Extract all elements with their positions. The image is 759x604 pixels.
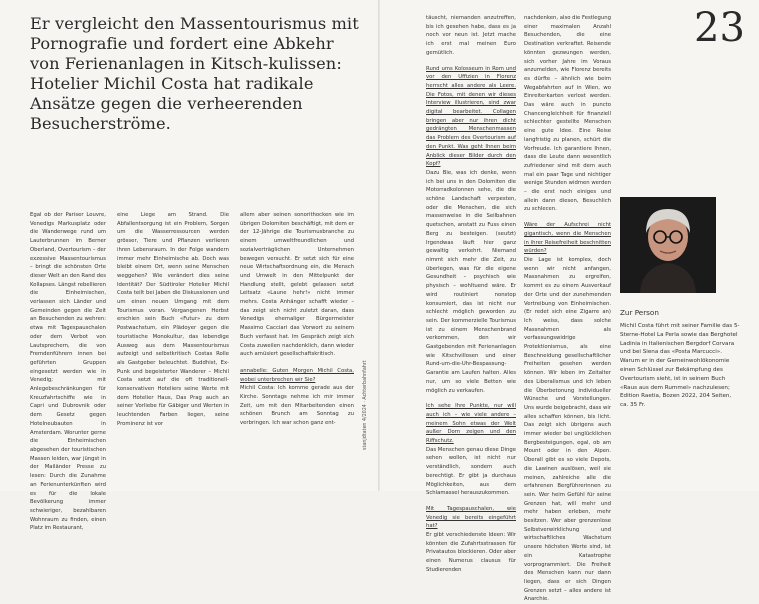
page-number: 23 bbox=[694, 5, 745, 51]
column-4-answer-2: Das Menschen genau diese Dinge sehen wollen, ist nicht nur verständlich, sondern auch berechtigt. Er gibt ja durchaus Möglichkeiten, aus dem Schlamassel herauszukommen. bbox=[426, 446, 516, 497]
spine-credit bbox=[363, 330, 369, 450]
article-headline: Er vergleicht den Massentourismus mit Pornografie und fordert eine Abkehr von Ferienanlagen in Kitsch-kulissen: Hotelier Michil Costa hat radikale Ansätze gegen die verheerenden Besucherströme. bbox=[30, 14, 359, 133]
column-5-answer-1: Die Lage ist komplex, doch wenn wir nicht anfangen, Massnahmen zu ergreifen, kommt es zu einem Ausverkauf der Orte und der zunehmenden Vertreibung von Einheimischen. (Er redet sich eine Zigarre an) Ich weiss, dass solche Massnahmen als verfassungswidrige Protektionismus, als eine Beschneidung gesellschaftlicher Freiheiten gesehen werden können. Wir leben im Zeitalter des Liberalismus und ich leben die Überbetonung individueller Wünsche und Vorstellungen. Uns wurde beigebracht, dass wir alles schaffen können, bis licht. Das zeigt sich übrigens auch immer wieder bei unglücklichen Bergbesteigungen, egal, ob am Mount oder in den Alpen. Überall gibt es so viele Depots, die Lawinen auslösen, weil sie meinen, zahlreiche alle die erfahrenen Bergführerinnen zu sein. Wer heim Gefühl für seine Grenzen hat, will mehr und mehr haben erleben, mehr besitzen. Wer aber grenzenlose Selbstverwirklichung und wirtschaftliches Wachstum unsere höchsten Werte sind, ist ein Katastrophe vorprogrammiert. Die Freiheit des Menschen kann nur dann liegen, dass er sich Dingen Grenzen setzt – alles andere ist Anarchie. bbox=[524, 256, 611, 603]
body-column-2 bbox=[117, 211, 229, 481]
column-2-text: eine Liege am Strand. Die Abfallentsorgung ist ein Problem, Sorgen um die Wasserressourcen werden grösser, Tiere und Pflanzen verlieren ihren Lebensraum. In der Folge wandern immer mehr Einheimische ab. Doch was bleibt einem Ort, wenn seine Menschen weggehen? Wie verändert dies seine Identität? Der Südtiroler Hotelier Michil Costa teilt bei Jaben die Diskussionen und um einen neuen Umgang mit dem Tourismus voran. Vergangenen Herbst erschien sein Buch «Futur» zu dem Postwachstum, ein Plädoyer gegen die touristische Monokultur, das lebendige Ausweg aus dem Massentourismus aufzeigt und selbstkritisch Costas Rolle als Gastgeber beleuchtet. Buddhist, Ex-Punk und begeisterter Wanderer – Michil Costa setzt auf die oft traditionell-konservativen Hoteliers seine Werte mit dem Hotelier Haus, Das Prag auch an seiner Vorliebe für Gäbiger und Werten in leuchtenden Farben liegen, seine Prominenz ist vor bbox=[117, 212, 229, 427]
column-4-answer-3: Er gibt verschiedenste Ideen: Wir könnten die Zufahrtsstrassen für Privatautos blockieren. Oder aber einen Numerus clausus für Studierenden bbox=[426, 532, 516, 573]
column-4-question-3: Mit Tagespauschalen, wie Venedig sie bereits eingeführt hat? bbox=[426, 505, 516, 530]
body-column-4 bbox=[426, 14, 516, 573]
body-column-1 bbox=[30, 211, 106, 532]
column-3-answer: Michil Costa: Ich komme gerade aus der Kirche. Sonntags nehme ich mir immer Zeit, um mit den Mitarbeitenden einen schönen Brunch am Sonntag zu verbringen. Ich war schon ganz ent- bbox=[240, 385, 354, 427]
spine-credit-text: stanjdtaten 4/2024 · Achterbahnfahrt bbox=[363, 360, 368, 450]
sidebar-heading: Zur Person bbox=[620, 308, 659, 317]
body-column-5 bbox=[524, 14, 611, 603]
sidebar-bio: Michil Costa führt mit seiner Familie das 5-Sterne-Hotel La Perla sowie das Berghotel Ladinia in Italienischen Bergdorf Corvara und bei Siena das «Posta Marcucci». Warum er in der Gemeinwohlökonomie einen Schlüssel zur Bekämpfung des Overtourism sieht, ist in seinem Buch «Raus aus dem Rummel» nachzulesen; Edition Raetia, Bozen 2022, 204 Seiten, ca. 35 Fr. bbox=[620, 323, 740, 409]
column-5-intro: nachdenken, also die Festlegung einer maximalen Anzahl Besuchenden, die eine Destination verkraftet. Reisende könnten gezwungen werden, sich vorher Jahre im Voraus anzumelden, wie Florenz bereits es dürfte – ähnlich wie beim Wegabfahrten auf in Wien, wo Einreiterkarten verlost werden. Das wäre auch in puncto Chancengleichheit für finanziell schlechter gestellte Menschen eine gute Idee. Eine Reise langfristig zu planen, schürt die Vorfreude. Ich garantiere Ihnen, dass die Leute dann wesentlich zufriedener sind mit dem auch mal ein paar Tage und nichtiger wenige Stunden widmen werden – die erst noch einiges und allein dann diesen, Besuchlich zu schlecen. bbox=[524, 15, 611, 213]
page-gutter bbox=[378, 0, 380, 491]
column-4-question-2: Ich sehe Ihre Punkte, nur will auch ich – wie viele andere – meinem Sohn etwas der Welt außer Dorn zeigen und den Riffschutz. bbox=[426, 403, 516, 445]
portrait-illustration bbox=[620, 197, 716, 293]
column-1-text: Egal ob der Pariser Louvre, Venedigs Markusplatz oder die Wanderwege rund um Lauterbrunnen im Berner Oberland, Overtourism – der exzessive Massentourismus – bringt die schönsten Orte dieser Welt an den Rand des Kollapses. Längst rebellieren die Einheimischen, verlassen sich Länder und Gemeinden gegen die Zeit an Besuchenden zu wehren: etwa mit Tagespauschalen oder dem Verbot von Lautsprechern, die von Fremdenführern innen bei geführten Gruppen eingesetzt werden wie in Venedig; mit Anlegebeschränkungen für Kreuzfahrtschiffe wie in Capri und Dubrovnik oder dem Gesetz gegen Hotelneubauten in Amsterdam. Worunter gerne die Einheimischen abgesehen der touristischen Massen leiden, war jüngst in der Mailänder Presse zu lesen: Durch die Zunahme an Ferienunterkünften wird es für die lokale Bevölkerung immer schwieriger, bezahlbaren Wohnraum zu finden, einen Platz im Restaurant, bbox=[30, 212, 106, 532]
column-4-answer-1: Dazu Bie, was ich denke, wenn ich bei uns in den Dolomiten die Motorradkolonnen sehe, die die schöne Landschaft verpesten, oder die Menschen, die sich massenweise in die Seilbahnen quetschen, anstatt zu Fuss einen Berg zu besteigen. (seufzt) Irgendwas läuft hier ganz gewaltig verkehrt. Niemand nimmt sich mehr die Zeit, zu überlegen, was für die eigene Gesundheit – psychisch wie physisch – wohltuend wäre. Er wird routiniert nonstop konsumiert, das ist nicht nur schlecht möglich geworden zu sein. Der kommerzielle Tourismus ist zu einem Menschenbrand verkommen, den wir Gastgebenden mit Ferienanlagen wie Kitschvillosen und einer Rund-um-die-Uhr-Bespassung-Garantie am Laufen halten. Alles nur, um so viele Betten wie möglich zu verkaufen. bbox=[426, 169, 516, 394]
column-4-intro: täuscht, niemanden anzutreffen, bis ich gesehen habe, dass es ja noch vor neun ist. Jetzt mache ich erst mal meinen Euro gemütlich. bbox=[426, 15, 516, 56]
column-3-question: annabelle: Guten Morgen Michil Costa, wobei unterbrechen wir Sie? bbox=[240, 367, 354, 383]
column-5-question-1: Wäre der Aufschrei nicht gigantisch, wenn die Menschen in ihrer Reisefreiheit beschnitten würden? bbox=[524, 222, 611, 255]
column-3-text: allem aber seinen sonorithocken wie im übrigen Dolomiten beschäftigt, mit dem er der 12-Jährige die Tourismusbranche zu einem umweltfreundlichen und sozialverträglichen Unternehmen bewegen versucht. Er setzt sich für eine neue Wirtschaftsordnung ein, die Mensch und Umwelt in den Mittelpunkt der Handlung stellt, gelebt gelassen setzt Leitsatz «Laune hehr!» nicht immer mehrs. Costa Anhänger schafft wieder – das zeigt sich nicht zuletzt daran, dass Venedigs ehemaliger Bürgermeister Massimo Cacciari das Vorwort zu seinem Buch verfasst hat. Im Gespräch zeigt sich Costa zuweilen nachdenklich, dann wieder auch amüsiert gesellschaftskritisch. bbox=[240, 212, 354, 358]
portrait-photo bbox=[620, 197, 716, 293]
body-column-3 bbox=[240, 211, 354, 481]
column-4-question-1: Rund ums Kolosseum in Rom und vor den Uffizien in Florenz herrscht alles andere als Leere. Die Fotos, mit denen wir dieses Interview illustrieren, sind zwar digital bearbeitet. Collagen bringen aber nur ihren dicht gedrängten Menschenmassen das Problem des Overtourism auf den Punkt. Was geht Ihnen beim Anblick dieser Bilder durch den Kopf? bbox=[426, 65, 516, 168]
